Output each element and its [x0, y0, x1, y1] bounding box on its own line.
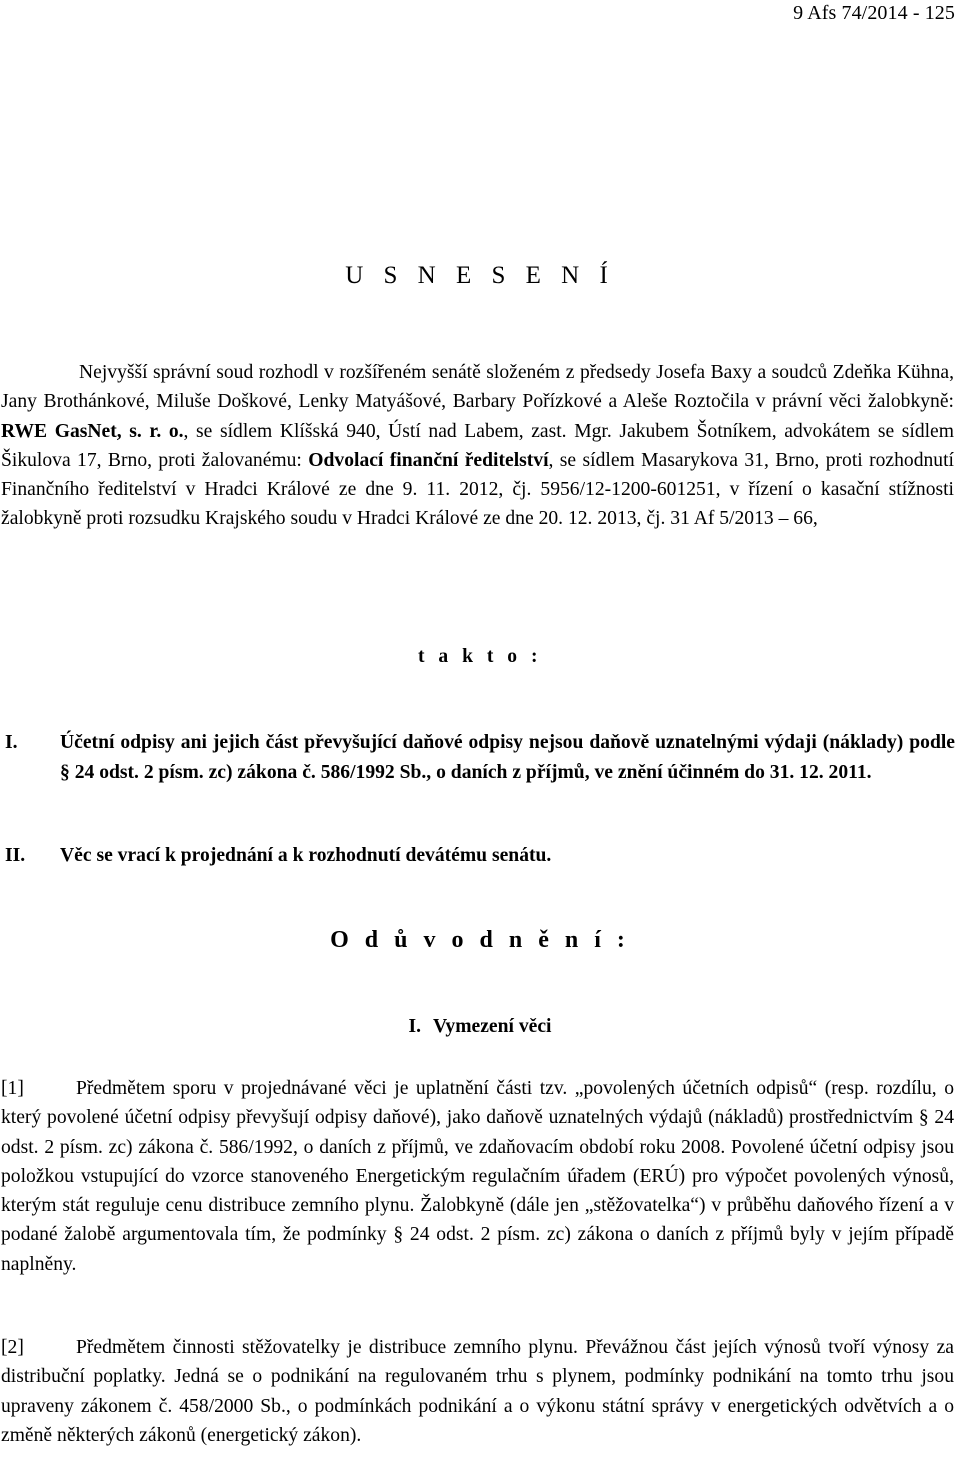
paragraph-number: [1]	[1, 1078, 24, 1099]
paragraph-text: Předmětem sporu v projednávané věci je uplatnění části tzv. „povolených účetních odpisů“ (resp. rozdílu, o který povolené účetní odpisy převyšují odpisy daňové), jako daňově uznatelných výdajů (nákladů) prostřednictvím § 24 odst. 2 písm. zc) zákona č. 586/1992, o daních z příjmů, ve zdaňovacím období roku 2008. Povolené účetní odpisy jsou položkou vstupující do vzorce stanoveného Energetickým regulačním úřadem (ERÚ) pro výpočet povolených výnosů, kterým stát reguluje cenu distribuce zemního plynu. Žalobkyně (dále jen „stěžovatelka“) v průběhu daňového řízení a v podané žalobě argumentovala tím, že podmínky § 24 odst. 2 písm. zc) zákona o daních z příjmů byly v jejím případě naplněny.	[1, 1078, 954, 1275]
defendant-name: Odvolací finanční ředitelství	[308, 449, 549, 471]
section-heading	[0, 1016, 960, 1038]
intro-text-2: , se sídlem Klíšská 940, Ústí nad Labem, zast. Mgr. Jakubem Šotníkem, advokátem se sídlem Šikulova 17, Brno, proti žalovanému:	[1, 420, 954, 471]
section-title: Vymezení věci	[433, 1016, 552, 1037]
paragraph-text: Předmětem činnosti stěžovatelky je distribuce zemního plynu. Převážnou část jejích výnosů tvoří výnosy za distribuční poplatky. Jedná se o podnikání na regulovaném trhu s plynem, podmínky podnikání na tomto trhu jsou upraveny zákonem č. 458/2000 Sb., o podmínkách podnikání a o výkonu státní správy v energetických odvětvích a o změně některých zákonů (energetický zákon).	[1, 1337, 954, 1446]
file-number: 9 Afs 74/2014 - 125	[793, 2, 955, 24]
paragraph-number: [2]	[1, 1337, 24, 1358]
section-number: I.	[408, 1016, 422, 1037]
verdict-text: Účetní odpisy ani jejich část převyšující daňové odpisy nejsou daňově uznatelnými výdaji (náklady) podle § 24 odst. 2 písm. zc) zákona č. 586/1992 Sb., o daních z příjmů, ve znění účinném do 31. 12. 2011.	[60, 732, 955, 783]
intro-paragraph	[1, 358, 954, 534]
verdict-text: Věc se vrací k projednání a k rozhodnutí devátému senátu.	[60, 845, 552, 866]
document-title: U S N E S E N Í	[345, 262, 615, 289]
verdict-item	[5, 841, 955, 871]
verdict-number: I.	[5, 732, 18, 753]
numbered-paragraph	[1, 1333, 954, 1450]
verdict-number: II.	[5, 845, 26, 866]
reasoning-heading: O d ů v o d n ě n í :	[330, 927, 630, 953]
intro-text-1: Nejvyšší správní soud rozhodl v rozšířeném senátě složeném z předsedy Josefa Baxy a soudců Zdeňka Kühna, Jany Brothánkové, Miluše Doškové, Lenky Matyášové, Barbary Pořízkové a Aleše Roztočila v právní věci žalobkyně:	[1, 362, 954, 413]
numbered-paragraph	[1, 1074, 954, 1279]
takto-heading: t a k t o :	[417, 646, 543, 667]
verdict-item	[5, 728, 955, 787]
intro-text-3: , se sídlem Masarykova 31, Brno, proti rozhodnutí Finančního ředitelství v Hradci Králové ze dne 9. 11. 2012, čj. 5956/12-1200-601251, v řízení o kasační stížnosti žalobkyně proti rozsudku Krajského soudu v Hradci Králové ze dne 20. 12. 2013, čj. 31 Af 5/2013 – 66,	[1, 449, 954, 530]
plaintiff-name: RWE GasNet, s. r. o.	[1, 420, 184, 442]
